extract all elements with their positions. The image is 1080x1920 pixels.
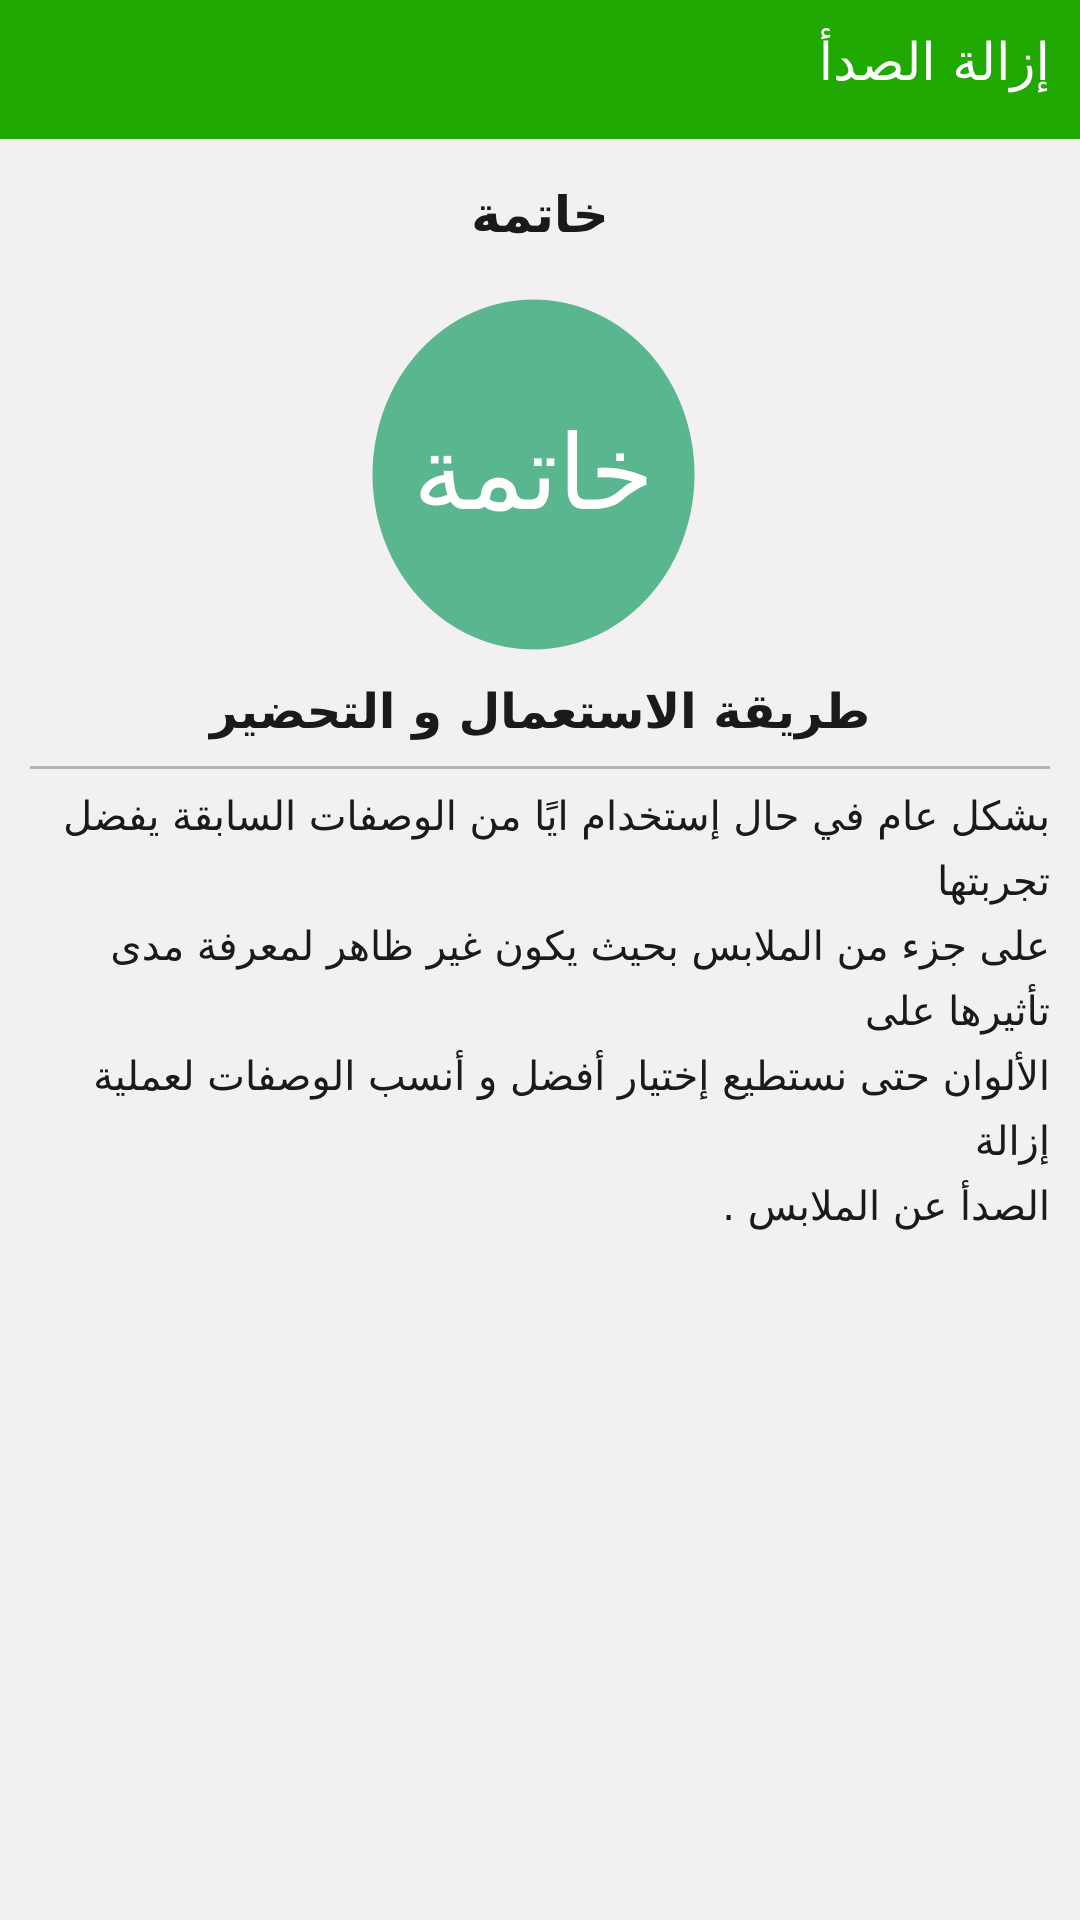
body-paragraph: بشكل عام في حال إستخدام ايًا من الوصفات السابقة يفضل تجربتها على جزء من الملابس بحيث يكون غير ظاهر لمعرفة مدى تأثيرها على الألوان حتى نستطيع إختيار أفضل و أنسب الوصفات لعملية إزالة الصدأ عن الملابس . [63,794,1050,1230]
app-bar-title: إزالة الصدأ [818,32,1050,93]
section-divider [30,766,1050,769]
content-area[interactable] [0,139,1080,1920]
section-heading: طريقة الاستعمال و التحضير [209,684,871,740]
app-bar [0,0,1080,139]
page-title: خاتمة [471,186,609,244]
conclusion-badge-image [372,299,695,650]
conclusion-badge-text: خاتمة [413,412,654,534]
